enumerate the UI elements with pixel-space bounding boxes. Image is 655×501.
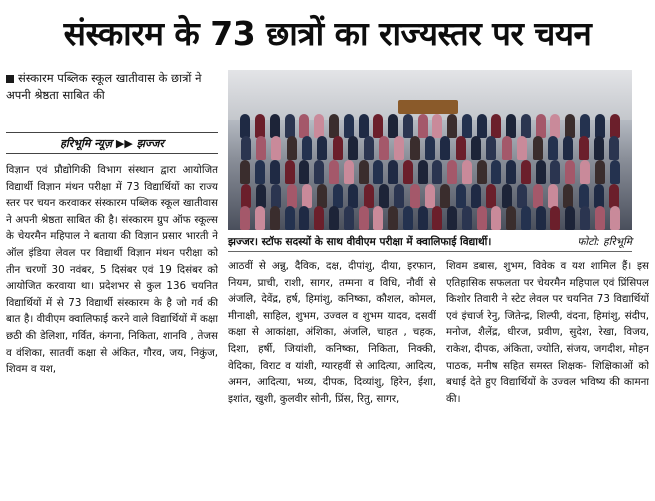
headline: संस्कारम के 73 छात्रों का राज्यस्तर पर चयन (63, 14, 592, 53)
person-figure (550, 160, 560, 184)
person-figure (506, 206, 516, 230)
person-figure (517, 184, 527, 208)
person-figure (533, 184, 543, 208)
person-figure (256, 184, 266, 208)
person-figure (533, 136, 543, 160)
person-figure (418, 114, 428, 138)
person-figure (580, 206, 590, 230)
person-figure (491, 160, 501, 184)
person-figure (359, 206, 369, 230)
person-figure (447, 206, 457, 230)
caption-text: झज्जर। स्टॉफ सदस्यों के साथ वीवीएम परीक्षा में क्वालिफाई विद्यार्थी। (228, 236, 492, 248)
person-figure (579, 136, 589, 160)
person-figure (610, 206, 620, 230)
person-figure (270, 206, 280, 230)
person-figure (477, 114, 487, 138)
person-figure (270, 160, 280, 184)
group-photo (228, 70, 632, 230)
person-figure (563, 184, 573, 208)
person-figure (425, 184, 435, 208)
person-figure (317, 136, 327, 160)
person-figure (285, 114, 295, 138)
person-figure (610, 160, 620, 184)
person-figure (594, 136, 604, 160)
deck (6, 70, 218, 104)
body-column-2: आठवीं से अन्नु, दैविक, दक्ष, दीपांशु, दीया, इरफान, नियम, प्राची, राशी, सागर, तम्मना व विधि, नौवीं से अंजलि, देवेंद्र, हर्ष, हिमांशु, कनिष्का, कौशल, कोमल, मीनाक्षी, साहिल, शुभम, उज्वल व शुभम यादव, दसवीं कक्षा से आकांक्षा, अंशिका, अंजलि, चाहत , चहक, दिशा, हर्षी, जियांशी, कनिष्का, निकिता, निक्की, वेदिका, विराट व यांशी, ग्यारहवीं से आदित्या, आदित्य, अमन, आदित्या, भव्य, दीपक, दिव्यांशु, हिरेन, ईशा, इशांत, खुशी, कुलवीर सोनी, प्रिंस, रितु, सागर, (228, 260, 436, 405)
person-figure (418, 206, 428, 230)
person-figure (403, 206, 413, 230)
photo-row (238, 136, 622, 162)
person-figure (462, 160, 472, 184)
person-figure (359, 114, 369, 138)
person-figure (394, 136, 404, 160)
person-figure (425, 136, 435, 160)
person-figure (486, 136, 496, 160)
person-figure (344, 160, 354, 184)
person-figure (462, 114, 472, 138)
person-figure (536, 206, 546, 230)
person-figure (502, 136, 512, 160)
person-figure (548, 136, 558, 160)
person-figure (379, 184, 389, 208)
person-figure (521, 206, 531, 230)
person-figure (344, 114, 354, 138)
person-figure (486, 184, 496, 208)
person-figure (506, 114, 516, 138)
body-column-1: विज्ञान एवं प्रौद्योगिकी विभाग संस्थान द्वारा आयोजित विद्यार्थी विज्ञान मंथन परीक्षा में 73 विद्यार्थियों का राज्य स्तर पर चयन करवाकर संस्कारम पब्लिक स्कूल खातीवास ने अपनी श्रेष्ठता साबित की है। संस्कारम ग्रुप ऑफ स्कूल्स के चेयरमैन महिपाल ने बताया की विज्ञान प्रसार भारती ने ऑल इंडिया लेवल पर विद्यार्थी विज्ञान मंथन परीक्षा को तीन चरणों 30 नवंबर, 5 दिसंबर एवं 19 दिसंबर को आयोजित करवाया था। प्रदेशभर से कुल 136 चयनित विद्यार्थियों में से 73 विद्यार्थी संस्कारम के है जो गर्व की बात है। वीवीएम क्वालिफाई करने वाले विद्यार्थियों में कक्षा छठी की डेलिशा, गर्वित, कंगना, निकिता, शानवि , तेजस व वंशिका, सातवीं कक्षा से अंकित, गौरव, जय, निकुंज, शिवम व यश, (6, 164, 218, 376)
person-figure (255, 114, 265, 138)
person-figure (565, 160, 575, 184)
person-figure (329, 114, 339, 138)
person-figure (403, 160, 413, 184)
person-figure (359, 160, 369, 184)
person-figure (373, 114, 383, 138)
person-figure (536, 114, 546, 138)
person-figure (447, 114, 457, 138)
person-figure (302, 136, 312, 160)
person-figure (595, 160, 605, 184)
person-figure (299, 160, 309, 184)
person-figure (388, 160, 398, 184)
person-figure (410, 184, 420, 208)
person-figure (271, 136, 281, 160)
person-figure (432, 160, 442, 184)
person-figure (373, 160, 383, 184)
person-figure (517, 136, 527, 160)
person-figure (565, 114, 575, 138)
person-figure (364, 136, 374, 160)
person-figure (580, 160, 590, 184)
byline: हरिभूमि न्यूज़ ▶▶ झज्जर (6, 132, 218, 154)
person-figure (285, 160, 295, 184)
person-figure (432, 114, 442, 138)
person-figure (348, 184, 358, 208)
person-figure (462, 206, 472, 230)
person-figure (432, 206, 442, 230)
person-figure (410, 136, 420, 160)
person-figure (329, 160, 339, 184)
person-figure (314, 160, 324, 184)
person-figure (333, 136, 343, 160)
person-figure (317, 184, 327, 208)
body-column-3: शिवम डबास, शुभम, विवेक व यश शामिल हैं। इस एतिहासिक सफलता पर चेयरमैन महिपाल एवं प्रिंसिपल किशोर तिवारी ने स्टेट लेवल पर चयनित 73 विद्यार्थियों एवं इंचार्ज रेनु, जितेन्द्र, शिल्पी, वंदना, हिमांशु, संदीप, मनोज, शैलेंद्र, धीरज, प्रवीण, सुदेश, रेखा, विजय, राकेश, दीपक, अंकिता, ज्योति, संजय, जगदीश, मोहन पाठक, मनीष सहित समस्त शिक्षक- शिक्षिकाओं को बधाई देते हुए विद्यार्थियों के उज्वल भविष्य की कामना की। (446, 260, 649, 405)
person-figure (471, 184, 481, 208)
person-figure (348, 136, 358, 160)
person-figure (594, 184, 604, 208)
person-figure (502, 184, 512, 208)
person-figure (550, 206, 560, 230)
person-figure (595, 206, 605, 230)
person-figure (506, 160, 516, 184)
person-figure (240, 160, 250, 184)
person-figure (550, 114, 560, 138)
person-figure (471, 136, 481, 160)
person-figure (440, 184, 450, 208)
person-figure (299, 206, 309, 230)
person-figure (270, 114, 280, 138)
bullet-square-icon (6, 75, 14, 83)
person-figure (287, 136, 297, 160)
person-figure (240, 114, 250, 138)
person-figure (314, 114, 324, 138)
person-figure (394, 184, 404, 208)
person-figure (565, 206, 575, 230)
person-figure (521, 160, 531, 184)
photo-row (238, 206, 622, 230)
person-figure (241, 136, 251, 160)
person-figure (302, 184, 312, 208)
photo-people (238, 114, 622, 230)
photo-row (238, 160, 622, 186)
person-figure (477, 160, 487, 184)
person-figure (477, 206, 487, 230)
person-figure (285, 206, 295, 230)
person-figure (491, 206, 501, 230)
person-figure (373, 206, 383, 230)
person-figure (563, 136, 573, 160)
person-figure (548, 184, 558, 208)
person-figure (403, 114, 413, 138)
person-figure (388, 206, 398, 230)
person-figure (609, 184, 619, 208)
person-figure (241, 184, 251, 208)
person-figure (456, 136, 466, 160)
person-figure (299, 114, 309, 138)
person-figure (595, 114, 605, 138)
person-figure (610, 114, 620, 138)
photo-caption (228, 232, 632, 252)
person-figure (287, 184, 297, 208)
person-figure (344, 206, 354, 230)
person-figure (579, 184, 589, 208)
person-figure (240, 206, 250, 230)
photo-banner (398, 100, 458, 114)
person-figure (388, 114, 398, 138)
person-figure (536, 160, 546, 184)
person-figure (271, 184, 281, 208)
person-figure (609, 136, 619, 160)
person-figure (521, 114, 531, 138)
deck-text: संस्कारम पब्लिक स्कूल खातीवास के छात्रों ने अपनी श्रेष्ठता साबित की (6, 71, 202, 102)
person-figure (379, 136, 389, 160)
photo-credit: फोटो: हरिभूमि (577, 236, 632, 248)
person-figure (255, 206, 265, 230)
person-figure (447, 160, 457, 184)
person-figure (456, 184, 466, 208)
person-figure (580, 114, 590, 138)
person-figure (440, 136, 450, 160)
person-figure (329, 206, 339, 230)
person-figure (333, 184, 343, 208)
person-figure (255, 160, 265, 184)
person-figure (314, 206, 324, 230)
person-figure (256, 136, 266, 160)
person-figure (364, 184, 374, 208)
person-figure (491, 114, 501, 138)
person-figure (418, 160, 428, 184)
